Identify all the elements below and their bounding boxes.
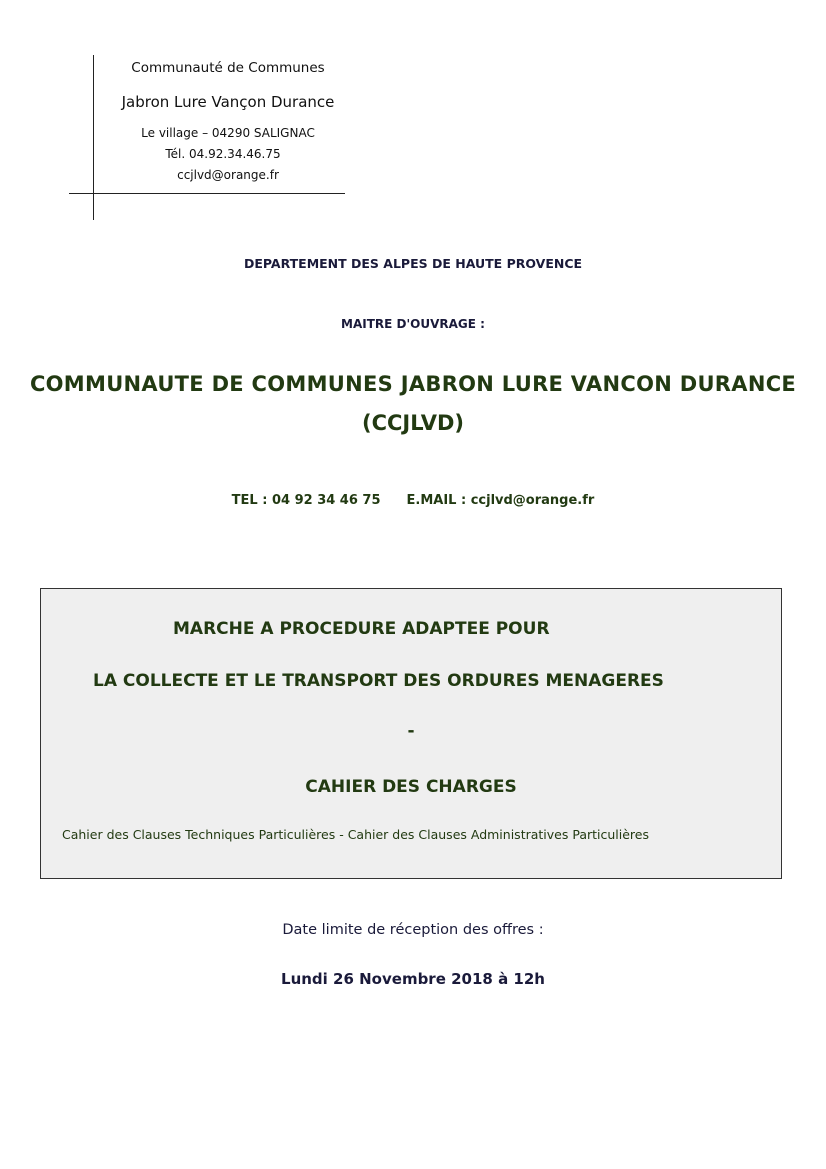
- tender-title-separator: -: [407, 721, 415, 741]
- tender-subtitle: Cahier des Clauses Techniques Particulières - Cahier des Clauses Administratives Particulières: [62, 827, 649, 842]
- owner-contact-email: E.MAIL : ccjlvd@orange.fr: [406, 493, 595, 508]
- deadline-label: Date limite de réception des offres :: [282, 922, 544, 938]
- letterhead-address: Le village – 04290 SALIGNAC: [141, 126, 315, 140]
- tender-title-line1: MARCHE A PROCEDURE ADAPTEE POUR: [173, 619, 550, 639]
- owner-contact-tel: TEL : 04 92 34 46 75: [231, 493, 381, 508]
- department-heading: DEPARTEMENT DES ALPES DE HAUTE PROVENCE: [243, 256, 583, 271]
- tender-title-box: [40, 588, 782, 879]
- letterhead-phone: Tél. 04.92.34.46.75: [165, 147, 281, 161]
- owner-contact: [0, 493, 826, 508]
- owner-label: MAITRE D'OUVRAGE :: [341, 317, 485, 331]
- tender-title-line2: LA COLLECTE ET LE TRANSPORT DES ORDURES MENAGERES: [93, 671, 664, 691]
- letterhead-email: ccjlvd@orange.fr: [177, 168, 279, 182]
- deadline-date: Lundi 26 Novembre 2018 à 12h: [281, 970, 545, 988]
- owner-title-line2: (CCJLVD): [361, 411, 464, 435]
- letterhead-org-line2: Jabron Lure Vançon Durance: [121, 93, 335, 111]
- letterhead-horizontal-rule: [69, 193, 345, 194]
- tender-title-line3: CAHIER DES CHARGES: [305, 777, 517, 797]
- letterhead-org-line1: Communauté de Communes: [131, 60, 325, 76]
- owner-title-line1: COMMUNAUTE DE COMMUNES JABRON LURE VANCON DURANCE: [29, 372, 797, 396]
